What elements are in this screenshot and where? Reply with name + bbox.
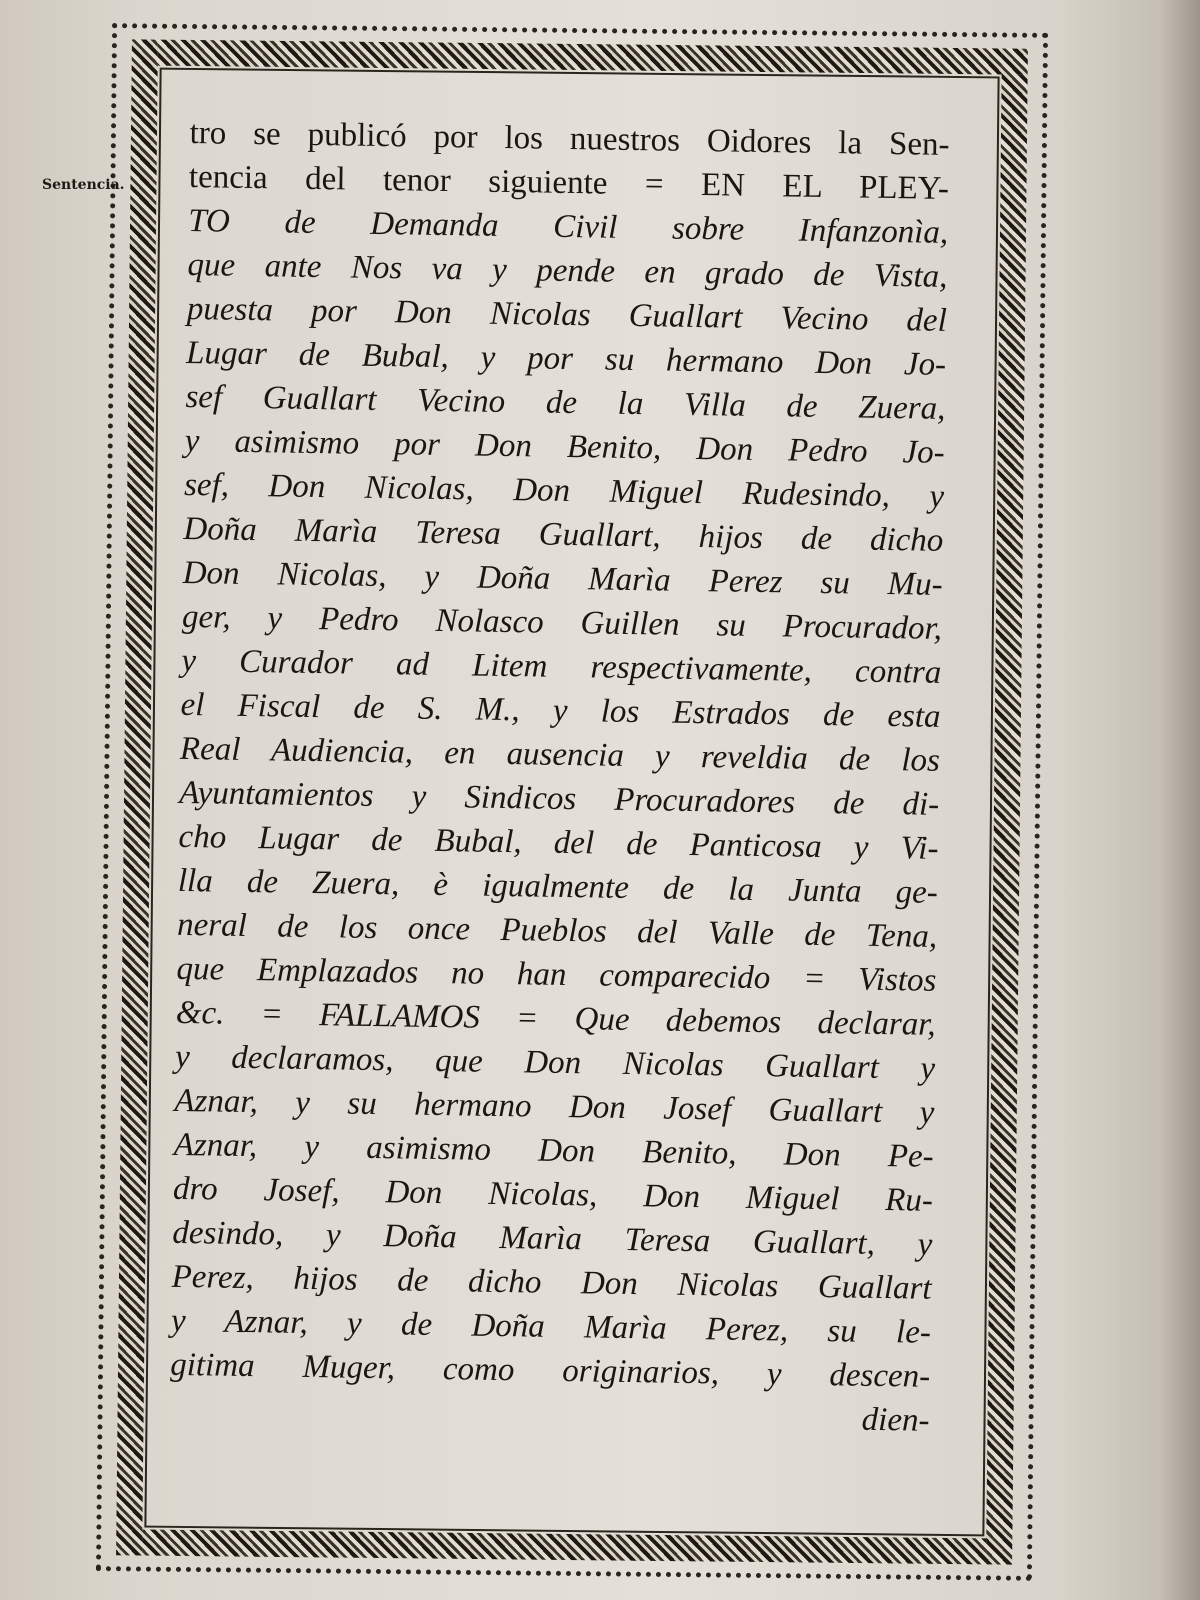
text-line: Aznar, y su hermano Don Josef Guallart y [174,1082,935,1131]
body-text [168,110,950,1502]
text-line: sef, Don Nicolas, Don Miguel Rudesindo, y [183,466,945,515]
text-line: dro Josef, Don Nicolas, Don Miguel Ru- [172,1170,934,1219]
text-line: que ante Nos va y pende en grado de Vista, [187,246,948,295]
text-line: Don Nicolas, y Doña Marìa Perez su Mu- [182,554,943,603]
text-line: y Aznar, y de Doña Marìa Perez, su le- [170,1302,932,1351]
text-line: puesta por Don Nicolas Guallart Vecino del [186,290,948,339]
text-line: lla de Zuera, è igualmente de la Junta ge- [177,862,939,911]
text-line: Ayuntamientos y Sindicos Procuradores de di- [178,774,940,823]
text-line: Aznar, y asimismo Don Benito, Don Pe- [173,1126,934,1175]
text-line: Doña Marìa Teresa Guallart, hijos de dicho [183,510,944,559]
text-line: desindo, y Doña Marìa Teresa Guallart, y [172,1214,933,1263]
text-line: el Fiscal de S. M., y los Estrados de esta [180,686,941,735]
text-line: gitima Muger, como originarios, y descen- [170,1346,931,1395]
text-line: Lugar de Bubal, y por su hermano Don Jo- [185,334,947,383]
text-line: &c. = FALLAMOS = Que debemos declarar, [175,994,937,1043]
margin-note: Sentencia. [42,177,125,193]
text-line: Real Audiencia, en ausencia y reveldia de los [179,730,941,779]
text-line: que Emplazados no han comparecido = Vistos [176,950,937,999]
text-line: TO de Demanda Civil sobre Infanzonìa, [187,202,949,251]
text-line: cho Lugar de Bubal, del de Panticosa y Vi- [178,818,939,867]
text-line: y declaramos, que Don Nicolas Guallart y [174,1038,936,1087]
text-line: y Curador ad Litem respectivamente, contra [181,642,942,691]
text-line: y asimismo por Don Benito, Don Pedro Jo- [184,422,945,471]
text-line: ger, y Pedro Nolasco Guillen su Procurador, [181,598,943,647]
text-line: Perez, hijos de dicho Don Nicolas Guallart [171,1258,932,1307]
text-line: tencia del tenor siguiente = EN EL PLEY- [188,158,950,207]
text-line: neral de los once Pueblos del Valle de Tena, [176,906,938,955]
text-line: tro se publicó por los nuestros Oidores la Sen- [189,114,950,163]
page-edge-shadow [1160,0,1200,1600]
text-line: sef Guallart Vecino de la Villa de Zuera, [185,378,946,427]
catchword: dien- [861,1401,930,1439]
